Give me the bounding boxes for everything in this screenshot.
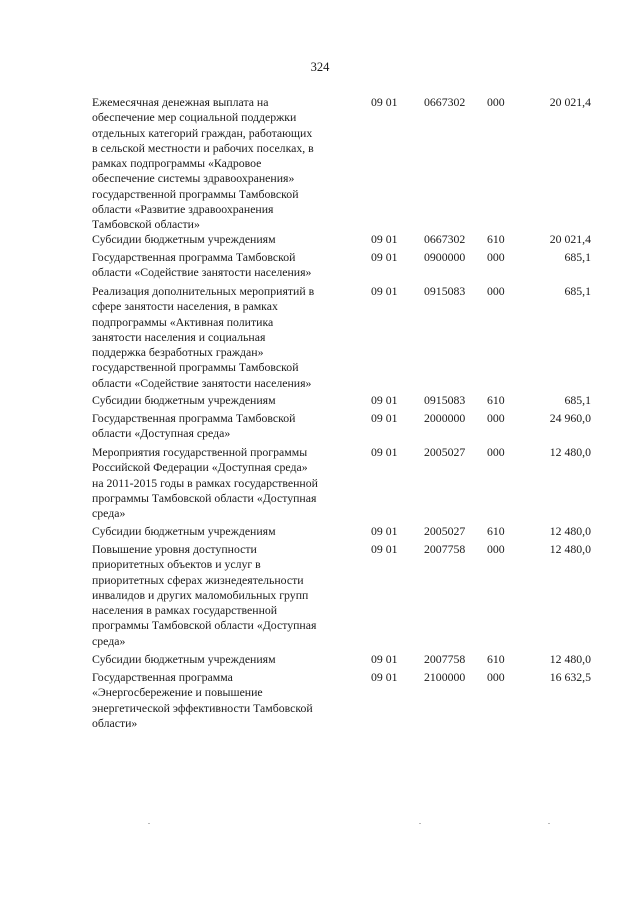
row-section: 09 01 [371,95,398,109]
row-description: Мероприятия государственной программы Российской Федерации «Доступная среда» на 2011-2015 годы в рамках государственной программы Тамбовской области «Доступная среда» [92,445,318,521]
page-number: 324 [310,60,330,74]
row-code: 2000000 [424,411,466,425]
row-expense-type: 610 [487,393,505,407]
row-amount: 12 480,0 [549,445,591,459]
scan-speck [148,823,150,824]
row-code: 0915083 [424,284,466,298]
row-amount: 685,1 [564,250,591,264]
row-description: Субсидии бюджетным учреждениям [92,393,276,407]
row-code: 0915083 [424,393,466,407]
row-section: 09 01 [371,652,398,666]
row-expense-type: 000 [487,411,505,425]
scan-speck [419,823,421,824]
row-section: 09 01 [371,232,398,246]
row-code: 2100000 [424,670,466,684]
row-expense-type: 610 [487,524,505,538]
row-section: 09 01 [371,250,398,264]
row-amount: 20 021,4 [549,95,591,109]
row-code: 2005027 [424,445,466,459]
scan-speck [548,823,550,824]
row-code: 2007758 [424,542,466,556]
row-expense-type: 000 [487,250,505,264]
row-description: Субсидии бюджетным учреждениям [92,652,276,666]
row-amount: 12 480,0 [549,542,591,556]
row-expense-type: 000 [487,670,505,684]
row-expense-type: 000 [487,284,505,298]
row-description: Субсидии бюджетным учреждениям [92,232,276,246]
row-section: 09 01 [371,670,398,684]
row-section: 09 01 [371,524,398,538]
row-expense-type: 000 [487,95,505,109]
row-expense-type: 000 [487,542,505,556]
row-code: 0667302 [424,232,466,246]
row-description: Субсидии бюджетным учреждениям [92,524,276,538]
row-description: Повышение уровня доступности приоритетных объектов и услуг в приоритетных сферах жизнедеятельности инвалидов и других маломобильных групп населения в рамках государственной программы Тамбовской области «Доступная среда» [92,542,317,648]
scan-marks [0,823,640,829]
row-amount: 685,1 [564,393,591,407]
row-expense-type: 610 [487,232,505,246]
row-amount: 12 480,0 [549,652,591,666]
row-code: 0900000 [424,250,466,264]
row-code: 2007758 [424,652,466,666]
row-section: 09 01 [371,284,398,298]
row-code: 2005027 [424,524,466,538]
row-description: Государственная программа «Энергосбережение и повышение энергетической эффективности Тамбовской области» [92,670,313,730]
row-description: Реализация дополнительных мероприятий в сфере занятости населения, в рамках подпрограммы «Активная политика занятости населения и социальная поддержка безработных граждан» государственной программы Тамбовской области «Содействие занятости населения» [92,284,315,390]
row-description: Государственная программа Тамбовской области «Доступная среда» [92,411,296,441]
row-section: 09 01 [371,445,398,459]
row-amount: 685,1 [564,284,591,298]
row-amount: 24 960,0 [549,411,591,425]
row-description: Государственная программа Тамбовской области «Содействие занятости населения» [92,250,312,280]
row-amount: 20 021,4 [549,232,591,246]
row-code: 0667302 [424,95,466,109]
row-amount: 16 632,5 [549,670,591,684]
row-section: 09 01 [371,393,398,407]
row-expense-type: 610 [487,652,505,666]
row-description: Ежемесячная денежная выплата на обеспечение мер социальной поддержки отдельных категорий граждан, работающих в сельской местности и рабочих поселках, в рамках подпрограммы «Кадровое обеспечение системы здравоохранения» государственной программы Тамбовской области «Развитие здравоохранения Тамбовской области» [92,95,314,232]
row-section: 09 01 [371,411,398,425]
row-expense-type: 000 [487,445,505,459]
row-section: 09 01 [371,542,398,556]
row-amount: 12 480,0 [549,524,591,538]
